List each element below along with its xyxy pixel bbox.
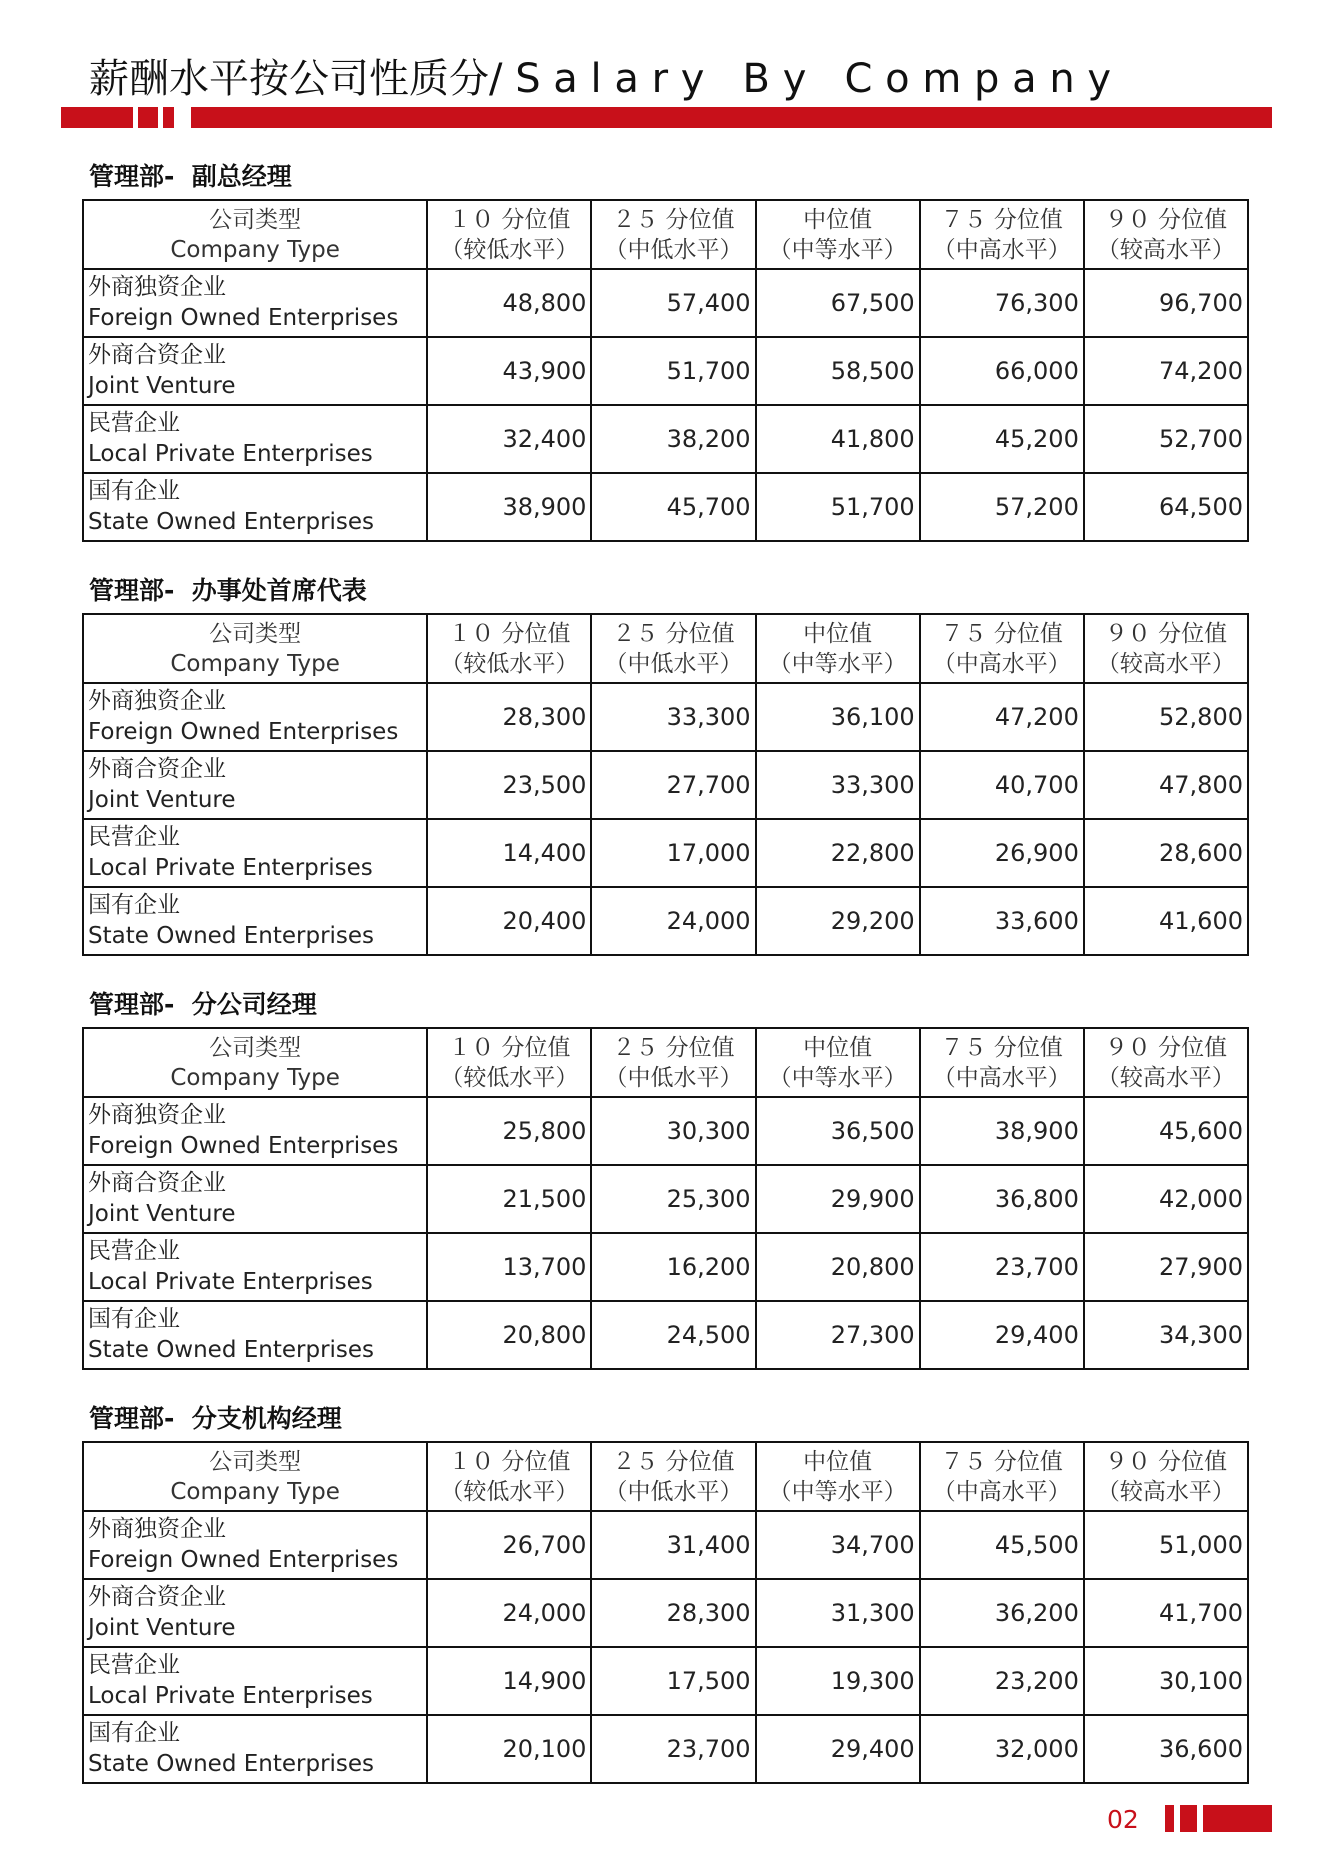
company-type-en: Foreign Owned Enterprises [88,305,399,331]
company-type-en: Local Private Enterprises [88,441,373,467]
table-row [83,1647,1248,1715]
column-header-line2: （较高水平） [1096,236,1235,263]
company-type-cell [83,887,427,955]
column-header-line2: （较高水平） [1096,650,1235,677]
company-type-cell [83,1165,427,1233]
column-header-line2: （较高水平） [1096,1478,1235,1505]
column-header-line1: １０ 分位值 [448,620,571,647]
salary-value-cell: 51,700 [756,473,920,541]
company-type-en: Local Private Enterprises [88,1683,373,1709]
salary-value-cell: 14,400 [427,819,591,887]
column-header-line1: 中位值 [803,620,873,647]
salary-value-cell: 31,400 [591,1511,755,1579]
company-type-en: Local Private Enterprises [88,855,373,881]
column-header-type [83,1442,427,1511]
column-header-line2: （较低水平） [440,1064,579,1091]
company-type-cell [83,1097,427,1165]
company-type-cell [83,337,427,405]
company-type-zh: 民营企业 [88,410,180,436]
salary-value-cell: 45,200 [920,405,1084,473]
column-header-percentile [591,200,755,269]
table-row [83,751,1248,819]
column-header-line2: （中等水平） [768,236,907,263]
column-header-en: Company Type [170,1064,340,1091]
section-heading: 管理部- 副总经理 [89,162,292,191]
salary-value-cell: 30,300 [591,1097,755,1165]
column-header-percentile [427,1028,591,1097]
table-row [83,337,1248,405]
salary-value-cell: 51,700 [591,337,755,405]
salary-value-cell: 47,200 [920,683,1084,751]
company-type-en: State Owned Enterprises [88,1337,375,1363]
column-header-line2: （中等水平） [768,1064,907,1091]
footer-bar-segment [1203,1805,1272,1832]
salary-value-cell: 27,700 [591,751,755,819]
column-header-line2: （中高水平） [932,1478,1071,1505]
column-header-zh: 公司类型 [209,1034,302,1061]
column-header-line1: ９０ 分位值 [1104,620,1228,647]
salary-value-cell: 76,300 [920,269,1084,337]
salary-value-cell: 20,400 [427,887,591,955]
column-header-percentile [756,200,920,269]
salary-value-cell: 45,600 [1084,1097,1248,1165]
column-header-line1: 中位值 [803,1448,873,1475]
column-header-line1: ９０ 分位值 [1104,1448,1228,1475]
salary-value-cell: 29,900 [756,1165,920,1233]
salary-value-cell: 57,200 [920,473,1084,541]
column-header-en: Company Type [170,1478,340,1505]
salary-value-cell: 23,500 [427,751,591,819]
salary-value-cell: 32,000 [920,1715,1084,1783]
column-header-line2: （较低水平） [440,1478,579,1505]
company-type-zh: 国有企业 [88,892,180,918]
title-bar-segment [163,107,174,128]
salary-value-cell: 27,900 [1084,1233,1248,1301]
salary-value-cell: 24,500 [591,1301,755,1369]
company-type-zh: 外商独资企业 [88,688,226,714]
column-header-line1: １０ 分位值 [448,1034,571,1061]
column-header-line1: ７５ 分位值 [940,620,1063,647]
table-row [83,887,1248,955]
salary-value-cell: 96,700 [1084,269,1248,337]
table-row [83,819,1248,887]
column-header-line2: （中低水平） [604,1064,743,1091]
table-row [83,1715,1248,1783]
salary-value-cell: 48,800 [427,269,591,337]
salary-value-cell: 25,300 [591,1165,755,1233]
column-header-line1: ２５ 分位值 [612,1448,735,1475]
salary-value-cell: 26,700 [427,1511,591,1579]
salary-value-cell: 45,700 [591,473,755,541]
company-type-zh: 民营企业 [88,824,180,850]
table-row [83,1233,1248,1301]
column-header-line2: （中高水平） [932,650,1071,677]
salary-value-cell: 23,700 [591,1715,755,1783]
salary-value-cell: 24,000 [427,1579,591,1647]
company-type-en: State Owned Enterprises [88,1751,375,1777]
column-header-line2: （较高水平） [1096,1064,1235,1091]
salary-table [82,1441,1249,1784]
column-header-line1: ９０ 分位值 [1104,206,1228,233]
column-header-line1: ９０ 分位值 [1104,1034,1228,1061]
column-header-line1: ７５ 分位值 [940,1448,1063,1475]
company-type-cell [83,683,427,751]
company-type-en: State Owned Enterprises [88,509,375,535]
table-header-row [83,614,1248,683]
company-type-en: Foreign Owned Enterprises [88,1547,399,1573]
salary-value-cell: 36,500 [756,1097,920,1165]
title-bar-segment [138,107,158,128]
company-type-en: Local Private Enterprises [88,1269,373,1295]
salary-value-cell: 20,100 [427,1715,591,1783]
company-type-cell [83,1579,427,1647]
company-type-zh: 外商合资企业 [88,1170,226,1196]
column-header-percentile [591,1442,755,1511]
salary-value-cell: 33,300 [591,683,755,751]
page-number: 02 [1107,1805,1139,1834]
salary-value-cell: 36,200 [920,1579,1084,1647]
company-type-cell [83,1511,427,1579]
column-header-line1: 中位值 [803,206,873,233]
column-header-zh: 公司类型 [209,1448,302,1475]
salary-value-cell: 41,600 [1084,887,1248,955]
column-header-percentile [427,1442,591,1511]
column-header-line2: （中低水平） [604,236,743,263]
salary-value-cell: 29,200 [756,887,920,955]
page-title: 薪酬水平按公司性质分/ S a l a r y B y C o m p a n y [89,56,1112,102]
company-type-en: State Owned Enterprises [88,923,375,949]
salary-value-cell: 52,800 [1084,683,1248,751]
company-type-zh: 外商合资企业 [88,342,226,368]
company-type-zh: 外商合资企业 [88,1584,226,1610]
salary-value-cell: 38,900 [920,1097,1084,1165]
title-bar-segment [61,107,133,128]
salary-value-cell: 42,000 [1084,1165,1248,1233]
footer-bar-segment [1180,1805,1197,1832]
column-header-line2: （较低水平） [440,236,579,263]
salary-value-cell: 57,400 [591,269,755,337]
salary-value-cell: 20,800 [756,1233,920,1301]
column-header-type [83,614,427,683]
salary-value-cell: 27,300 [756,1301,920,1369]
salary-value-cell: 26,900 [920,819,1084,887]
salary-value-cell: 43,900 [427,337,591,405]
column-header-en: Company Type [170,236,340,263]
column-header-line1: ２５ 分位值 [612,206,735,233]
table-row [83,1165,1248,1233]
salary-value-cell: 25,800 [427,1097,591,1165]
company-type-zh: 民营企业 [88,1652,180,1678]
column-header-type [83,1028,427,1097]
salary-value-cell: 17,000 [591,819,755,887]
salary-value-cell: 16,200 [591,1233,755,1301]
table-row [83,1579,1248,1647]
column-header-line1: １０ 分位值 [448,206,571,233]
company-type-cell [83,1233,427,1301]
salary-value-cell: 23,200 [920,1647,1084,1715]
column-header-percentile [591,614,755,683]
salary-value-cell: 32,400 [427,405,591,473]
company-type-en: Joint Venture [88,787,236,813]
table-header-row [83,1028,1248,1097]
salary-table [82,613,1249,956]
salary-value-cell: 19,300 [756,1647,920,1715]
salary-value-cell: 28,300 [427,683,591,751]
column-header-line1: １０ 分位值 [448,1448,571,1475]
company-type-en: Joint Venture [88,1201,236,1227]
section-heading: 管理部- 办事处首席代表 [89,576,367,605]
company-type-cell [83,405,427,473]
column-header-percentile [920,614,1084,683]
salary-value-cell: 24,000 [591,887,755,955]
salary-value-cell: 17,500 [591,1647,755,1715]
company-type-en: Foreign Owned Enterprises [88,719,399,745]
salary-value-cell: 34,300 [1084,1301,1248,1369]
salary-value-cell: 34,700 [756,1511,920,1579]
company-type-zh: 民营企业 [88,1238,180,1264]
salary-value-cell: 23,700 [920,1233,1084,1301]
column-header-type [83,200,427,269]
salary-value-cell: 29,400 [756,1715,920,1783]
column-header-zh: 公司类型 [209,206,302,233]
company-type-en: Joint Venture [88,1615,236,1641]
column-header-line1: ２５ 分位值 [612,620,735,647]
column-header-percentile [920,1442,1084,1511]
salary-value-cell: 74,200 [1084,337,1248,405]
column-header-line2: （中等水平） [768,650,907,677]
table-row [83,269,1248,337]
column-header-percentile [1084,1028,1248,1097]
company-type-cell [83,269,427,337]
salary-value-cell: 41,800 [756,405,920,473]
section-heading: 管理部- 分支机构经理 [89,1404,342,1433]
salary-value-cell: 20,800 [427,1301,591,1369]
company-type-zh: 外商独资企业 [88,1102,226,1128]
table-row [83,1097,1248,1165]
salary-value-cell: 30,100 [1084,1647,1248,1715]
table-header-row [83,200,1248,269]
salary-value-cell: 28,300 [591,1579,755,1647]
column-header-line2: （中高水平） [932,1064,1071,1091]
column-header-percentile [756,614,920,683]
column-header-percentile [591,1028,755,1097]
company-type-zh: 国有企业 [88,478,180,504]
salary-value-cell: 36,100 [756,683,920,751]
title-bar-segment [191,107,1272,128]
company-type-en: Joint Venture [88,373,236,399]
company-type-cell [83,751,427,819]
company-type-cell [83,473,427,541]
salary-value-cell: 64,500 [1084,473,1248,541]
salary-value-cell: 33,300 [756,751,920,819]
table-row [83,1511,1248,1579]
column-header-percentile [1084,200,1248,269]
salary-value-cell: 22,800 [756,819,920,887]
company-type-cell [83,819,427,887]
column-header-line2: （中等水平） [768,1478,907,1505]
column-header-zh: 公司类型 [209,620,302,647]
salary-value-cell: 38,900 [427,473,591,541]
column-header-percentile [1084,1442,1248,1511]
company-type-zh: 外商独资企业 [88,1516,226,1542]
salary-value-cell: 36,600 [1084,1715,1248,1783]
column-header-line1: ７５ 分位值 [940,206,1063,233]
salary-value-cell: 33,600 [920,887,1084,955]
section-heading: 管理部- 分公司经理 [89,990,317,1019]
column-header-line2: （中低水平） [604,650,743,677]
column-header-percentile [756,1442,920,1511]
table-row [83,1301,1248,1369]
company-type-zh: 外商独资企业 [88,274,226,300]
column-header-line2: （中低水平） [604,1478,743,1505]
salary-value-cell: 38,200 [591,405,755,473]
salary-value-cell: 29,400 [920,1301,1084,1369]
column-header-percentile [920,200,1084,269]
company-type-zh: 外商合资企业 [88,756,226,782]
salary-value-cell: 28,600 [1084,819,1248,887]
salary-value-cell: 66,000 [920,337,1084,405]
column-header-line1: ７５ 分位值 [940,1034,1063,1061]
column-header-line1: 中位值 [803,1034,873,1061]
salary-value-cell: 13,700 [427,1233,591,1301]
salary-value-cell: 67,500 [756,269,920,337]
table-row [83,405,1248,473]
column-header-percentile [756,1028,920,1097]
salary-value-cell: 14,900 [427,1647,591,1715]
salary-value-cell: 36,800 [920,1165,1084,1233]
column-header-en: Company Type [170,650,340,677]
column-header-percentile [427,200,591,269]
company-type-cell [83,1301,427,1369]
column-header-percentile [1084,614,1248,683]
salary-value-cell: 41,700 [1084,1579,1248,1647]
column-header-percentile [427,614,591,683]
company-type-zh: 国有企业 [88,1306,180,1332]
salary-value-cell: 21,500 [427,1165,591,1233]
company-type-zh: 国有企业 [88,1720,180,1746]
table-row [83,473,1248,541]
salary-table [82,199,1249,542]
column-header-percentile [920,1028,1084,1097]
footer-bar-segment [1165,1805,1174,1832]
company-type-cell [83,1647,427,1715]
table-row [83,683,1248,751]
table-header-row [83,1442,1248,1511]
company-type-cell [83,1715,427,1783]
column-header-line2: （较低水平） [440,650,579,677]
company-type-en: Foreign Owned Enterprises [88,1133,399,1159]
salary-value-cell: 31,300 [756,1579,920,1647]
salary-value-cell: 51,000 [1084,1511,1248,1579]
salary-value-cell: 40,700 [920,751,1084,819]
salary-value-cell: 47,800 [1084,751,1248,819]
salary-value-cell: 52,700 [1084,405,1248,473]
column-header-line2: （中高水平） [932,236,1071,263]
column-header-line1: ２５ 分位值 [612,1034,735,1061]
salary-value-cell: 58,500 [756,337,920,405]
salary-value-cell: 45,500 [920,1511,1084,1579]
salary-table [82,1027,1249,1370]
